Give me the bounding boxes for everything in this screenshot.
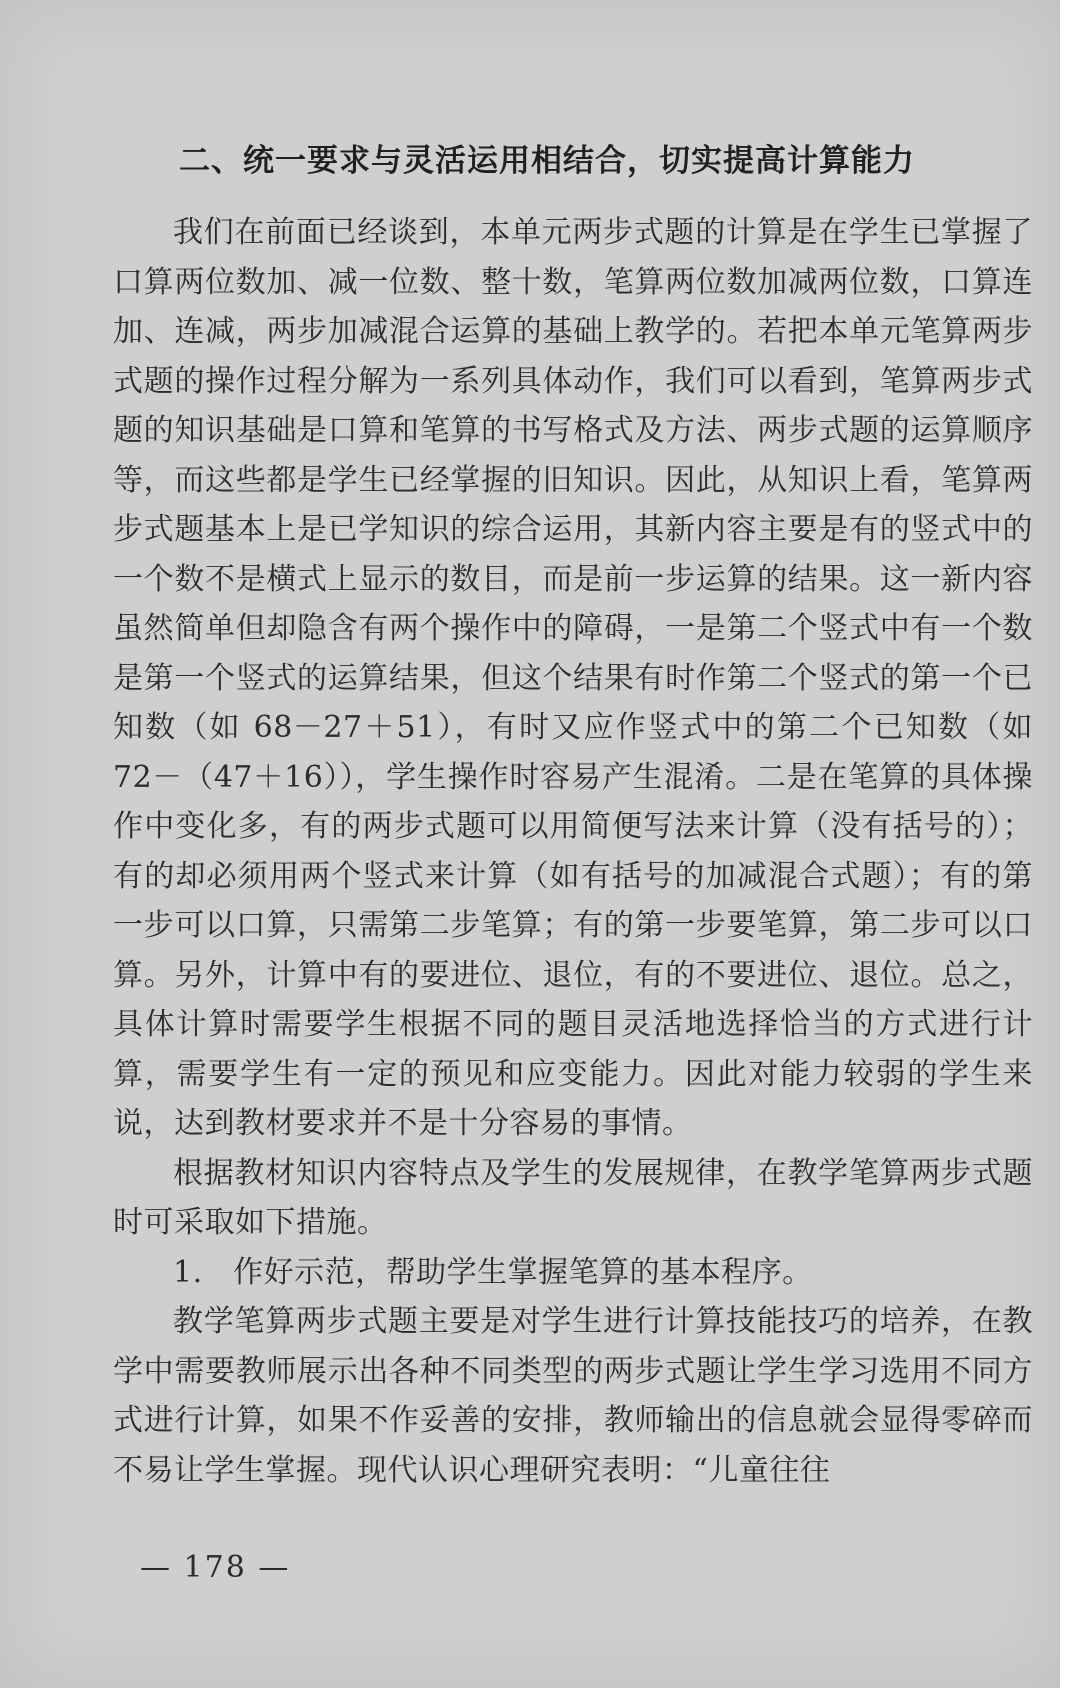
paragraph-point-1: 1. 作好示范，帮助学生掌握笔算的基本程序。 <box>173 1254 813 1290</box>
paragraph-intro: 我们在前面已经谈到，本单元两步式题的计算是在学生已掌握了口算两位数加、减一位数、整十数，笔算两位数加减两位数，口算连加、连减，两步加减混合运算的基础上教学的。若把本单元笔算两步式题的操作过程分解为一系列具体动作，我们可以看到，笔算两步式题的知识基础是口算和笔算的书写格式及方法、两步式题的运算顺序等，而这些都是学生已经掌握的旧知识。因此，从知识上看，笔算两步式题基本上是已学知识的综合运用，其新内容主要是有的竖式中的一个数不是横式上显示的数目，而是前一步运算的结果。这一新内容虽然简单但却隐含有两个操作中的障碍，一是第二个竖式中有一个数是第一个竖式的运算结果，但这个结果有时作第二个竖式的第一个已知数（如 68－27＋51），有时又应作竖式中的第二个已知数（如 72－（47＋16）），学生操作时容易产生混淆。二是在笔算的具体操作中变化多，有的两步式题可以用简便写法来计算（没有括号的）；有的却必须用两个竖式来计算（如有括号的加减混合式题）；有的第一步可以口算，只需第二步笔算；有的第一步要笔算，第二步可以口算。另外，计算中有的要进位、退位，有的不要进位、退位。总之，具体计算时需要学生根据不同的题目灵活地选择恰当的方式进行计算，需要学生有一定的预见和应变能力。因此对能力较弱的学生来说，达到教材要求并不是十分容易的事情。 <box>113 215 1033 1141</box>
page-number: — 178 — <box>140 1550 291 1585</box>
paragraph-teaching: 教学笔算两步式题主要是对学生进行计算技能技巧的培养，在教学中需要教师展示出各种不同类型的两步式题让学生学习选用不同方式进行计算，如果不作妥善的安排，教师输出的信息就会显得零碎而不易让学生掌握。现代认识心理研究表明：“儿童往往 <box>113 1304 1033 1488</box>
section-heading: 二、统一要求与灵活运用相结合，切实提高计算能力 <box>179 143 915 179</box>
page-content <box>113 140 1033 1495</box>
paragraph-measures: 根据教材知识内容特点及学生的发展规律，在教学笔算两步式题时可采取如下措施。 <box>113 1155 1033 1240</box>
